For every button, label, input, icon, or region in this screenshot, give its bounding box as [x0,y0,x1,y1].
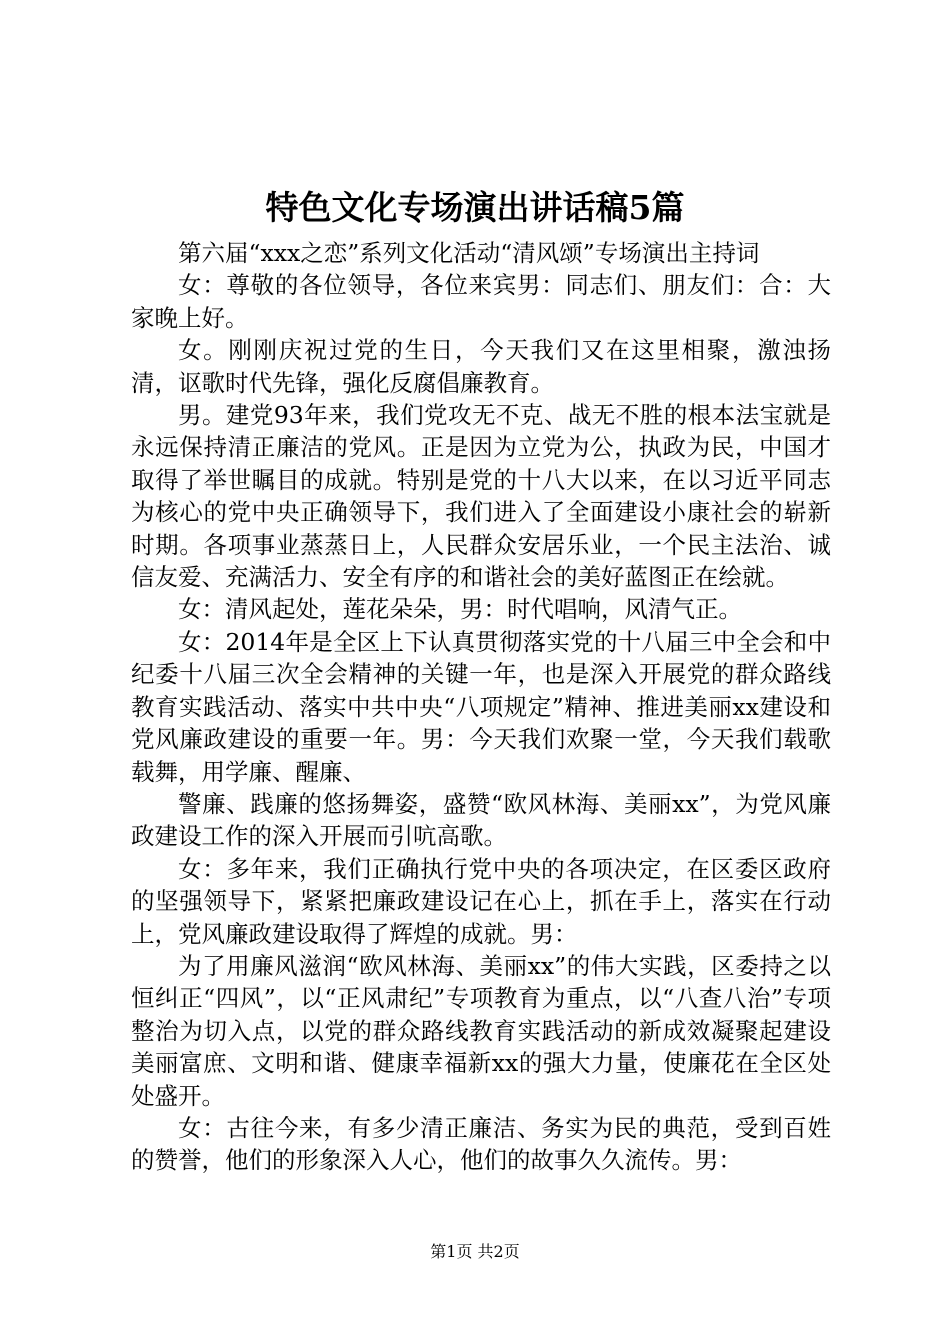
paragraph: 为了用廉风滋润“欧风林海、美丽xx”的伟大实践，区委持之以恒纠正“四风”，以“正风肃纪”专项教育为重点，以“八查八治”专项整治为切入点，以党的群众路线教育实践活动的新成效凝聚起建设美丽富庶、文明和谐、健康幸福新xx的强大力量，使廉花在全区处处盛开。 [131,951,831,1110]
paragraph: 女：清风起处，莲花朵朵，男：时代唱响，风清气正。 [178,595,742,624]
paragraph: 女：2014年是全区上下认真贯彻落实党的十八届三中全会和中纪委十八届三次全会精神的关键一年，也是深入开展党的群众路线教育实践活动、落实中共中央“八项规定”精神、推进美丽xx建设和党风廉政建设的重要一年。男：今天我们欢聚一堂，今天我们载歌载舞，用学廉、醒廉、 [131,627,831,786]
document-title: 特色文化专场演出讲话稿5篇 [265,188,685,227]
paragraph: 第六届“xxx之恋”系列文化活动“清风颂”专场演出主持词 [178,239,760,267]
page-footer: 第1页 共2页 [430,1242,520,1261]
paragraph: 女。刚刚庆祝过党的生日，今天我们又在这里相聚，激浊扬清，讴歌时代先锋，强化反腐倡廉教育。 [131,336,831,397]
paragraph: 女：多年来，我们正确执行党中央的各项决定，在区委区政府的坚强领导下，紧紧把廉政建设记在心上，抓在手上，落实在行动上，党风廉政建设取得了辉煌的成就。男： [131,854,831,948]
paragraph: 男。建党93年来，我们党攻无不克、战无不胜的根本法宝就是永远保持清正廉洁的党风。正是因为立党为公，执政为民，中国才取得了举世瞩目的成就。特别是党的十八大以来，在以习近平同志为核心的党中央正确领导下，我们进入了全面建设小康社会的崭新时期。各项事业蒸蒸日上，人民群众安居乐业，一个民主法治、诚信友爱、充满活力、安全有序的和谐社会的美好蓝图正在绘就。 [131,401,831,592]
paragraph: 女：古往今来，有多少清正廉洁、务实为民的典范，受到百姓的赞誉，他们的形象深入人心，他们的故事久久流传。男： [131,1113,831,1175]
paragraph: 女：尊敬的各位领导，各位来宾男：同志们、朋友们：合：大家晚上好。 [131,271,831,332]
paragraph: 警廉、践廉的悠扬舞姿，盛赞“欧风林海、美丽xx”，为党风廉政建设工作的深入开展而引吭高歌。 [131,789,831,851]
document-body [131,237,831,1177]
